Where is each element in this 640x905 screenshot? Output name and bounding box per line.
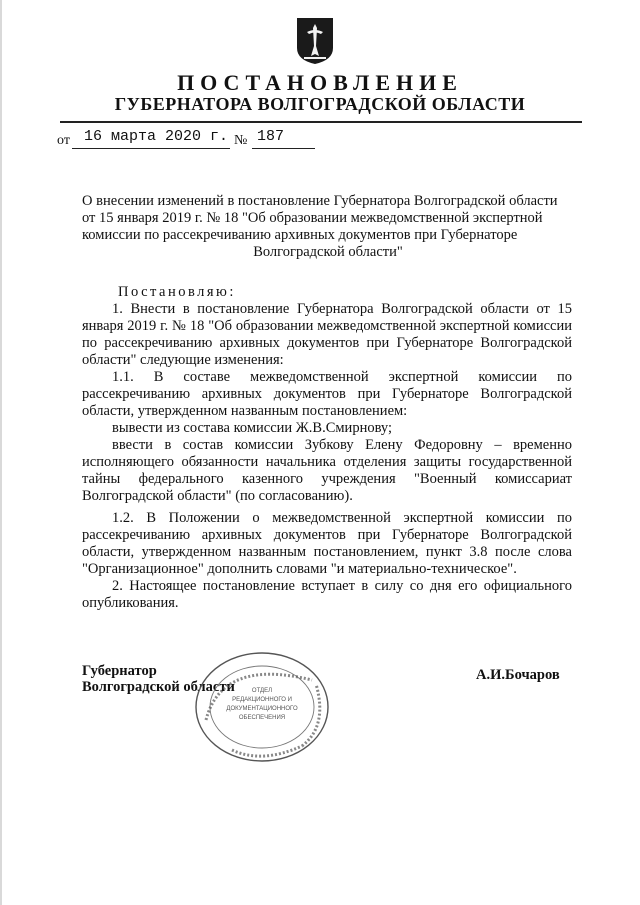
number-underline: [252, 148, 315, 149]
opening-word: Постановляю:: [118, 284, 236, 300]
official-stamp: [192, 650, 332, 765]
document-title: ПОСТАНОВЛЕНИЕ: [177, 70, 463, 95]
signatory-position-line2: Волгоградской области: [82, 679, 235, 695]
signatory-position-line1: Губернатор: [82, 663, 157, 679]
clause-1-1-remove: вывести из состава комиссии Ж.В.Смирнову;: [112, 420, 393, 436]
subject-line: от 15 января 2019 г. № 18 "Об образовании межведомственной экспертной: [82, 210, 543, 226]
subject-line: Волгоградской области": [253, 244, 403, 260]
clause-1: 1. Внести в постановление Губернатора Волгоградской области от 15 января 2019 г. № 18 "Об образовании межведомственной экспертной комиссии по рассекречиванию архивных документов при Губернаторе Волгоградской области" следующие изменения:: [82, 301, 572, 368]
stamp-text-line: РЕДАКЦИОННОГО И: [232, 697, 292, 703]
date-prefix: от: [57, 133, 70, 148]
header-rule: [60, 121, 582, 123]
stamp-text-line: ОТДЕЛ: [251, 688, 273, 694]
coat-of-arms-icon: [295, 16, 335, 66]
signatory-name: А.И.Бочаров: [476, 667, 560, 683]
scan-edge: [0, 0, 2, 905]
document-subtitle: ГУБЕРНАТОРА ВОЛГОГРАДСКОЙ ОБЛАСТИ: [114, 94, 526, 114]
clause-1-1-add: ввести в состав комиссии Зубкову Елену Федоровну – временно исполняющего обязанности начальника отделения защиты государственной тайны федерального казенного учреждения "Военный комиссариат Волгоградской области" (по согласованию).: [82, 437, 572, 504]
document-date: 16 марта 2020 г.: [84, 128, 229, 145]
number-prefix: №: [234, 133, 248, 148]
subject-line: О внесении изменений в постановление Губернатора Волгоградской области: [82, 193, 558, 209]
stamp-text-line: ДОКУМЕНТАЦИОННОГО: [226, 706, 298, 712]
stamp-text-line: ОБЕСПЕЧЕНИЯ: [238, 715, 286, 721]
clause-2: 2. Настоящее постановление вступает в силу со дня его официального опубликования.: [82, 578, 572, 611]
clause-1-1: 1.1. В составе межведомственной экспертной комиссии по рассекречиванию архивных документов при Губернаторе Волгоградской области, утвержденном названным постановлением:: [82, 369, 572, 419]
clause-1-2: 1.2. В Положении о межведомственной экспертной комиссии по рассекречиванию архивных документов при Губернаторе Волгоградской области, утвержденном названным постановлением, пункт 3.8 после слова "Организационное" дополнить словами "и материально-техническое".: [82, 510, 572, 577]
date-underline: [72, 148, 230, 149]
document-number: 187: [257, 128, 285, 145]
subject-line: комиссии по рассекречиванию архивных документов при Губернаторе: [82, 227, 518, 243]
